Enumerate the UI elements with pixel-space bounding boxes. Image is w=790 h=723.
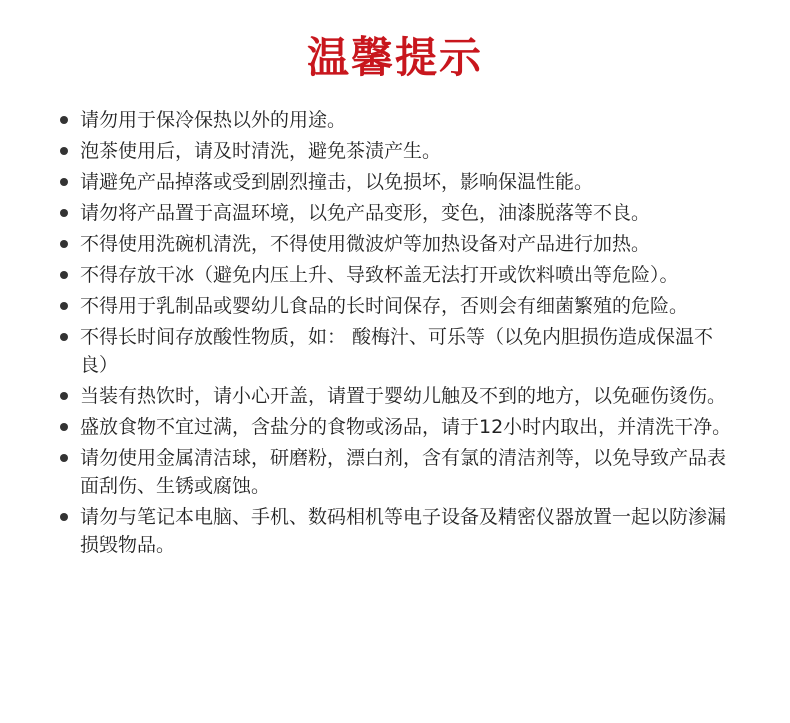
list-item (60, 292, 740, 320)
list-item (60, 382, 740, 410)
bullet-dot-icon (60, 147, 68, 155)
notice-text: 当装有热饮时，请小心开盖，请置于婴幼儿触及不到的地方，以免砸伤烫伤。 (80, 385, 727, 407)
bullet-dot-icon (60, 116, 68, 124)
notice-text: 请勿与笔记本电脑、手机、数码相机等电子设备及精密仪器放置一起以防渗漏损毁物品。 (80, 506, 727, 556)
bullet-dot-icon (60, 392, 68, 400)
notice-text: 泡茶使用后，请及时清洗，避免茶渍产生。 (80, 140, 442, 162)
notice-text: 请避免产品掉落或受到剧烈撞击，以免损坏，影响保温性能。 (80, 171, 594, 193)
notice-text: 请勿用于保冷保热以外的用途。 (80, 109, 347, 131)
bullet-dot-icon (60, 513, 68, 521)
list-item (60, 503, 740, 559)
bullet-dot-icon (60, 271, 68, 279)
list-item (60, 230, 740, 258)
bullet-dot-icon (60, 302, 68, 310)
notice-list (60, 106, 740, 562)
bullet-dot-icon (60, 240, 68, 248)
bullet-dot-icon (60, 178, 68, 186)
list-item (60, 261, 740, 289)
page-title: 温馨提示 (306, 33, 483, 82)
bullet-dot-icon (60, 454, 68, 462)
notice-text: 请勿使用金属清洁球，研磨粉，漂白剂，含有氯的清洁剂等，以免导致产品表面刮伤、生锈或腐蚀。 (80, 447, 727, 497)
list-item (60, 199, 740, 227)
notice-text: 不得存放干冰（避免内压上升、导致杯盖无法打开或饮料喷出等危险）。 (80, 264, 679, 286)
list-item (60, 137, 740, 165)
bullet-dot-icon (60, 333, 68, 341)
list-item (60, 106, 740, 134)
notice-text: 不得使用洗碗机清洗，不得使用微波炉等加热设备对产品进行加热。 (80, 233, 651, 255)
bullet-dot-icon (60, 209, 68, 217)
list-item (60, 323, 740, 379)
list-item (60, 444, 740, 500)
notice-text: 不得长时间存放酸性物质，如： 酸梅汁、可乐等（以免内胆损伤造成保温不良） (80, 326, 714, 376)
notice-text: 不得用于乳制品或婴幼儿食品的长时间保存，否则会有细菌繁殖的危险。 (80, 295, 689, 317)
list-item (60, 168, 740, 196)
bullet-dot-icon (60, 423, 68, 431)
list-item (60, 413, 740, 441)
notice-text: 盛放食物不宜过满，含盐分的食物或汤品，请于12小时内取出，并清洗干净。 (80, 416, 732, 438)
notice-text: 请勿将产品置于高温环境，以免产品变形，变色，油漆脱落等不良。 (80, 202, 651, 224)
